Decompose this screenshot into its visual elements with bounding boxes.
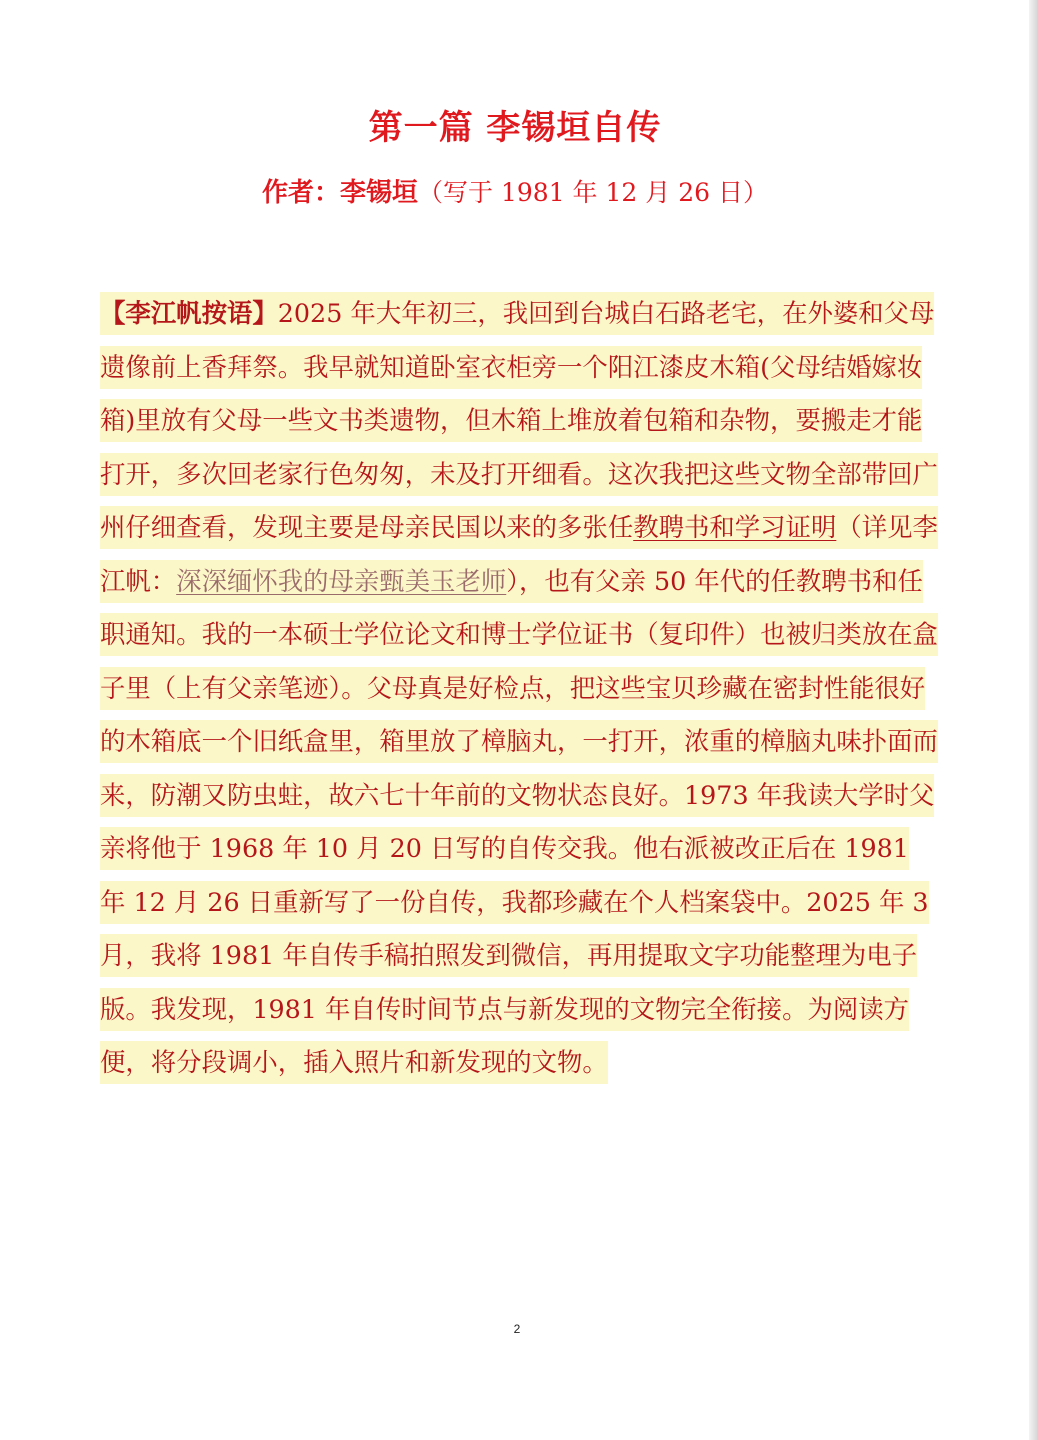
byline-date: （写于 1981 年 12 月 26 日） [418, 178, 768, 207]
paragraph-text-1: 2025 年大年初三，我回到台城白石路老宅，在外婆和父母遗像前上香拜祭。我早就知道卧室衣柜旁一个阳江漆皮木箱(父母结婚嫁妆箱)里放有父母一些文书类遗物，但木箱上堆放着包箱和杂物，要搬走才能打开，多次回老家行色匆匆，未及打开细看。这次我把这些文物全部带回广州仔细查看，发现主要是母亲民国以来的多张任 [100, 298, 938, 542]
link-teaching-certificates[interactable]: 教聘书和学习证明 [633, 512, 837, 542]
paragraph-text-2: （详见李江帆： [100, 512, 938, 596]
editor-note-tag: 【李江帆按语】 [100, 298, 278, 328]
page-edge-shadow [1029, 0, 1037, 1440]
link-memorial-article[interactable]: 深深缅怀我的母亲甄美玉老师 [176, 565, 507, 596]
editor-note-paragraph [100, 287, 940, 1090]
document-byline [0, 172, 1030, 209]
paragraph-text-3: ），也有父亲 50 年代的任教聘书和任职通知。我的一本硕士学位论文和博士学位证书（复印件）也被归类放在盒子里（上有父亲笔迹）。父母真是好检点，把这些宝贝珍藏在密封性能很好的木箱底一个旧纸盒里，箱里放了樟脑丸，一打开，浓重的樟脑丸味扑面而来，防潮又防虫蛀，故六七十年前的文物状态良好。1973 年我读大学时父亲将他于 1968 年 10 月 20 日写的自传交我。他右派被改正后在 1981 年 12 月 26 日重新写了一份自传，我都珍藏在个人档案袋中。2025 年 3 月，我将 1981 年自传手稿拍照发到微信，再用提取文字功能整理为电子版。我发现，1981 年自传时间节点与新发现的文物完全衔接。为阅读方便，将分段调小，插入照片和新发现的文物。 [100, 565, 938, 1077]
byline-author: 作者：李锡垣 [262, 178, 419, 208]
document-title: 第一篇 李锡垣自传 [368, 108, 662, 148]
page-number: 2 [513, 1322, 521, 1336]
highlighted-text [100, 292, 938, 1084]
